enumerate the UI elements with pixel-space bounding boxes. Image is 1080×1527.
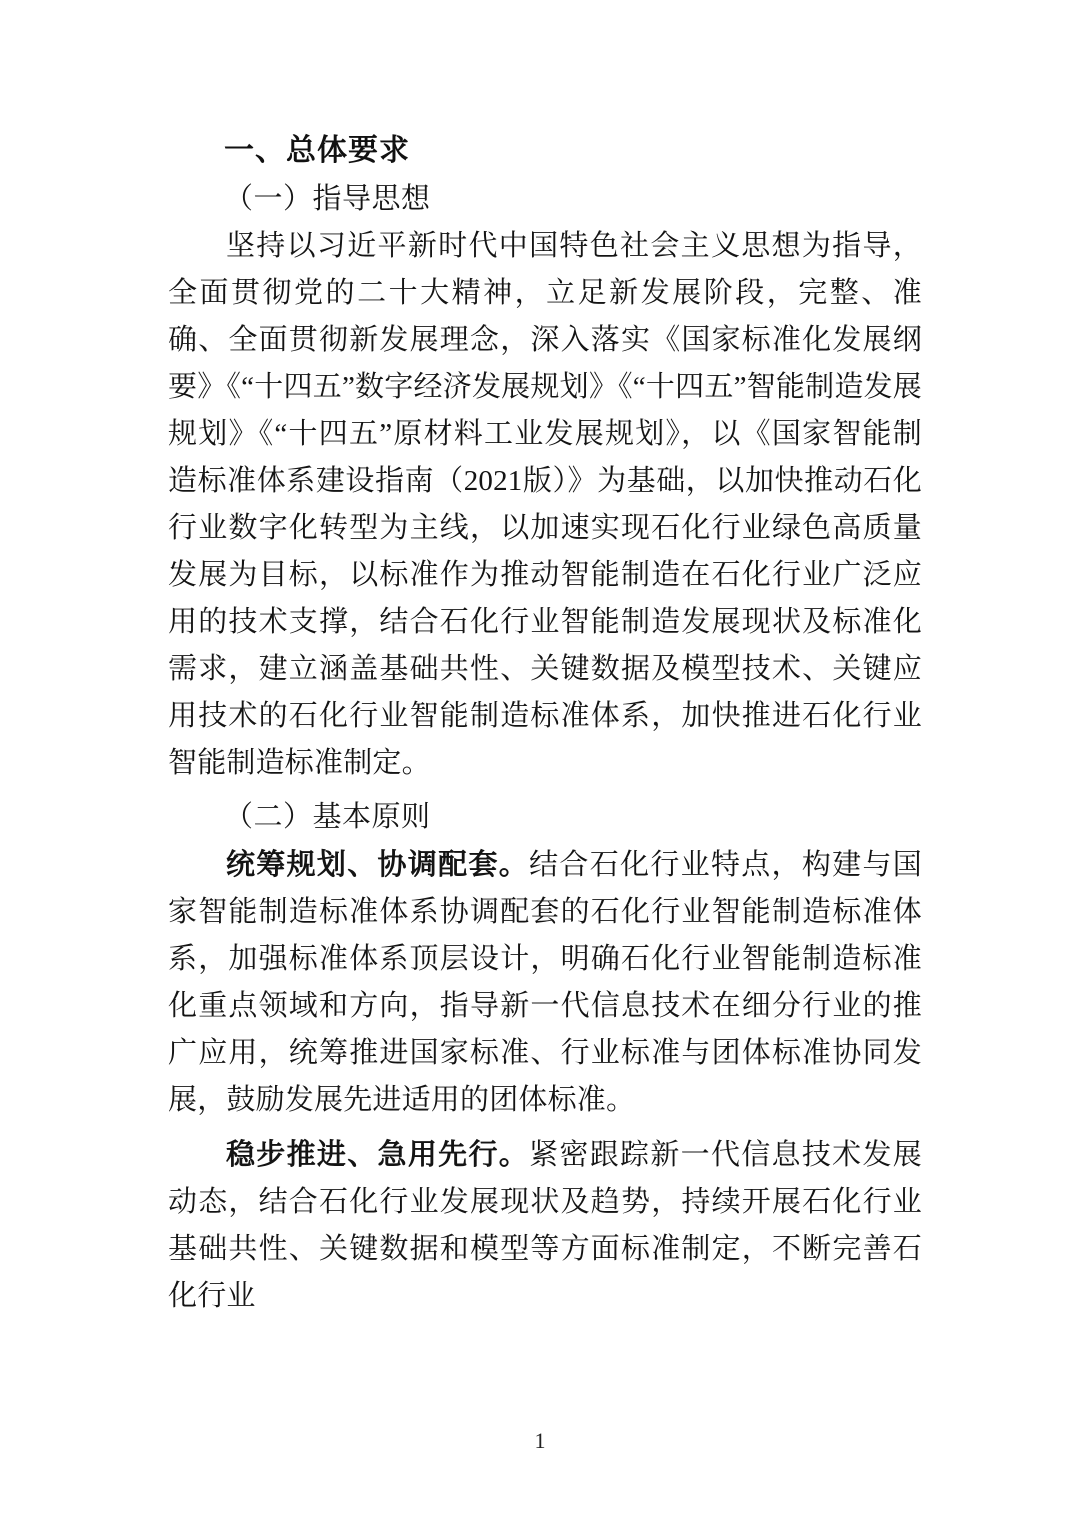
paragraph-body-coordinated-planning: 结合石化行业特点，构建与国家智能制造标准体系协调配套的石化行业智能制造标准体系，加强标准体系顶层设计，明确石化行业智能制造标准化重点领域和方向，指导新一代信息技术在细分行业的推广应用，统筹推进国家标准、行业标准与团体标准协同发展，鼓励发展先进适用的团体标准。 [168,849,922,1116]
document-body [168,128,922,1322]
section-heading-overall-requirements: 一、总体要求 [224,134,410,167]
subsection-heading-basic-principles: （二）基本原则 [224,801,431,834]
paragraph-steady-advance [168,1132,922,1320]
paragraph-lead-coordinated-planning: 统筹规划、协调配套。 [226,849,530,881]
subsection-heading-guiding-ideology: （一）指导思想 [224,182,431,215]
paragraph-coordinated-planning [168,842,922,1124]
paragraph-guiding-ideology: 坚持以习近平新时代中国特色社会主义思想为指导，全面贯彻党的二十大精神，立足新发展阶段，完整、准确、全面贯彻新发展理念，深入落实《国家标准化发展纲要》《“十四五”数字经济发展规划》《“十四五”智能制造发展规划》《“十四五”原材料工业发展规划》，以《国家智能制造标准体系建设指南（2021版）》为基础，以加快推动石化行业数字化转型为主线，以加速实现石化行业绿色高质量发展为目标，以标准作为推动智能制造在石化行业广泛应用的技术支撑，结合石化行业智能制造发展现状及标准化需求，建立涵盖基础共性、关键数据及模型技术、关键应用技术的石化行业智能制造标准体系，加快推进石化行业智能制造标准制定。 [168,230,922,780]
page-number: 1 [534,1428,546,1453]
paragraph-lead-steady-advance: 稳步推进、急用先行。 [226,1138,530,1171]
paragraph-body-steady-advance: 紧密跟踪新一代信息技术发展动态，结合石化行业发展现状及趋势，持续开展石化行业基础共性、关键数据和模型等方面标准制定，不断完善石化行业 [168,1138,922,1312]
